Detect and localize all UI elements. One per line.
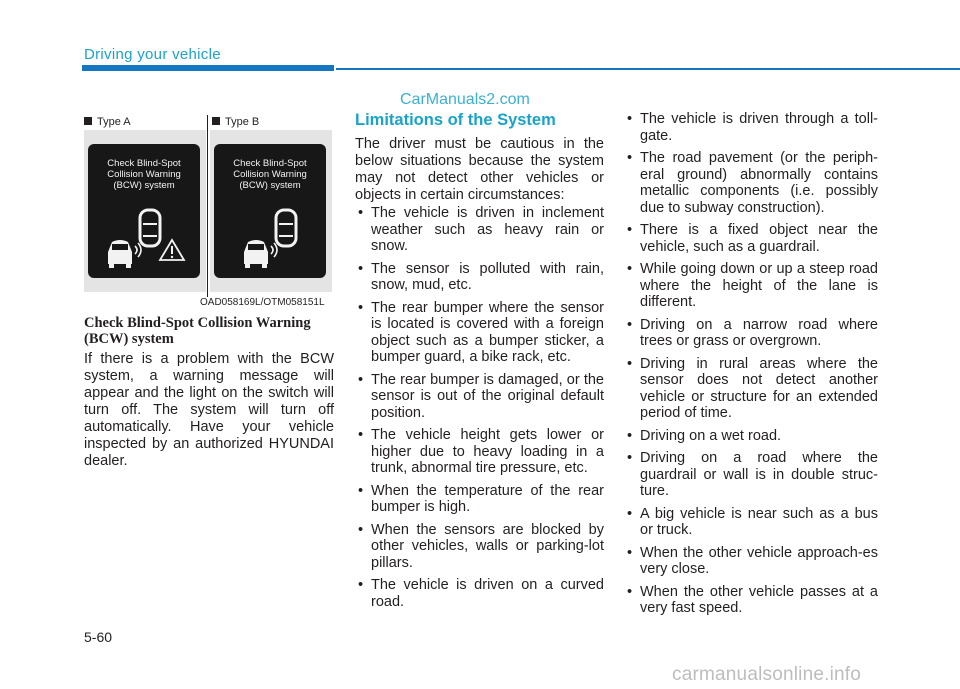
list-item: • A big vehicle is near such as a bus or truck. [624, 506, 878, 539]
header-rule-thin [336, 68, 960, 70]
list-item: • Driving in rural areas where the sensor does not detect another vehicle or structure for an extended period of time. [624, 356, 878, 422]
list-item: • When the sensors are blocked by other vehicles, walls or parking-lot pillars. [355, 522, 604, 572]
list-item: • There is a fixed object near the vehicle, such as a guardrail. [624, 222, 878, 255]
vehicles-warning-illustration [88, 144, 200, 278]
car-top-icon [276, 210, 296, 246]
limitations-list-col2 [624, 111, 878, 623]
bcw-heading: Check Blind-Spot Collision Warning (BCW) system [84, 315, 311, 347]
list-item: • While going down or up a steep road where the height of the lane is different. [624, 261, 878, 311]
screen-a-message: Check Blind-Spot Collision Warning (BCW) system [107, 158, 181, 191]
limitations-list-col1 [355, 205, 604, 616]
list-item: • The rear bumper where the sensor is located is covered with a foreign object such as a bumper sticker, a bumper guard, a bike rack, etc. [355, 300, 604, 366]
list-item: • The vehicle is driven on a curved road. [355, 577, 604, 610]
type-a-label [84, 116, 131, 128]
cluster-screen-a [88, 144, 200, 278]
list-item: • The vehicle is driven through a toll-gate. [624, 111, 878, 144]
footer-watermark: carmanualsonline.info [672, 664, 862, 685]
list-item: • Driving on a wet road. [624, 428, 878, 445]
type-a-text: Type A [97, 116, 131, 128]
section-header-title: Driving your vehicle [84, 46, 221, 63]
list-item: • When the temperature of the rear bumper is high. [355, 483, 604, 516]
page-number: 5-60 [84, 629, 113, 645]
vehicles-illustration [214, 144, 326, 278]
screen-b-message: Check Blind-Spot Collision Warning (BCW) system [233, 158, 307, 191]
list-item: • The vehicle height gets lower or higher due to heavy loading in a trunk, abnormal tire pressure, etc. [355, 427, 604, 477]
type-b-text: Type B [225, 116, 260, 128]
list-item: • The rear bumper is damaged, or the sensor is out of the original default position. [355, 372, 604, 422]
cluster-screen-b [214, 144, 326, 278]
square-bullet-icon [84, 117, 92, 125]
list-item: • When the other vehicle passes at a very fast speed. [624, 584, 878, 617]
figure-divider [207, 115, 208, 297]
header-rule-thick [82, 65, 334, 71]
car-rear-icon [108, 240, 132, 268]
limitations-intro: The driver must be cautious in the below situations because the system may not detect other vehicles or objects in certain circumstances: [355, 136, 604, 203]
figure-caption: OAD058169L/OTM058151L [200, 297, 325, 308]
type-b-label [212, 116, 259, 128]
bcw-body: If there is a problem with the BCW system, a warning message will appear and the light on the switch will turn off. The system will turn off automatically. Have your vehicle inspected by an authorized HYUNDAI dealer. [84, 351, 334, 469]
square-bullet-icon [212, 117, 220, 125]
car-top-icon [140, 210, 160, 246]
watermark-top: CarManuals2.com [400, 91, 530, 108]
list-item: • The vehicle is driven in inclement weather such as heavy rain or snow. [355, 205, 604, 255]
list-item: • Driving on a road where the guardrail or wall is in double struc-ture. [624, 450, 878, 500]
radar-waves-icon [135, 243, 141, 257]
list-item: • Driving on a narrow road where trees or grass or overgrown. [624, 317, 878, 350]
limitations-heading: Limitations of the System [355, 111, 556, 129]
list-item: • The sensor is polluted with rain, snow, mud, etc. [355, 261, 604, 294]
radar-waves-icon [271, 243, 277, 257]
list-item: • When the other vehicle approach-es very close. [624, 545, 878, 578]
list-item: • The road pavement (or the periph-eral ground) abnormally contains metallic components (i.e. possibly due to subway construction). [624, 150, 878, 216]
warning-triangle-icon [160, 240, 184, 260]
car-rear-icon [244, 240, 268, 268]
